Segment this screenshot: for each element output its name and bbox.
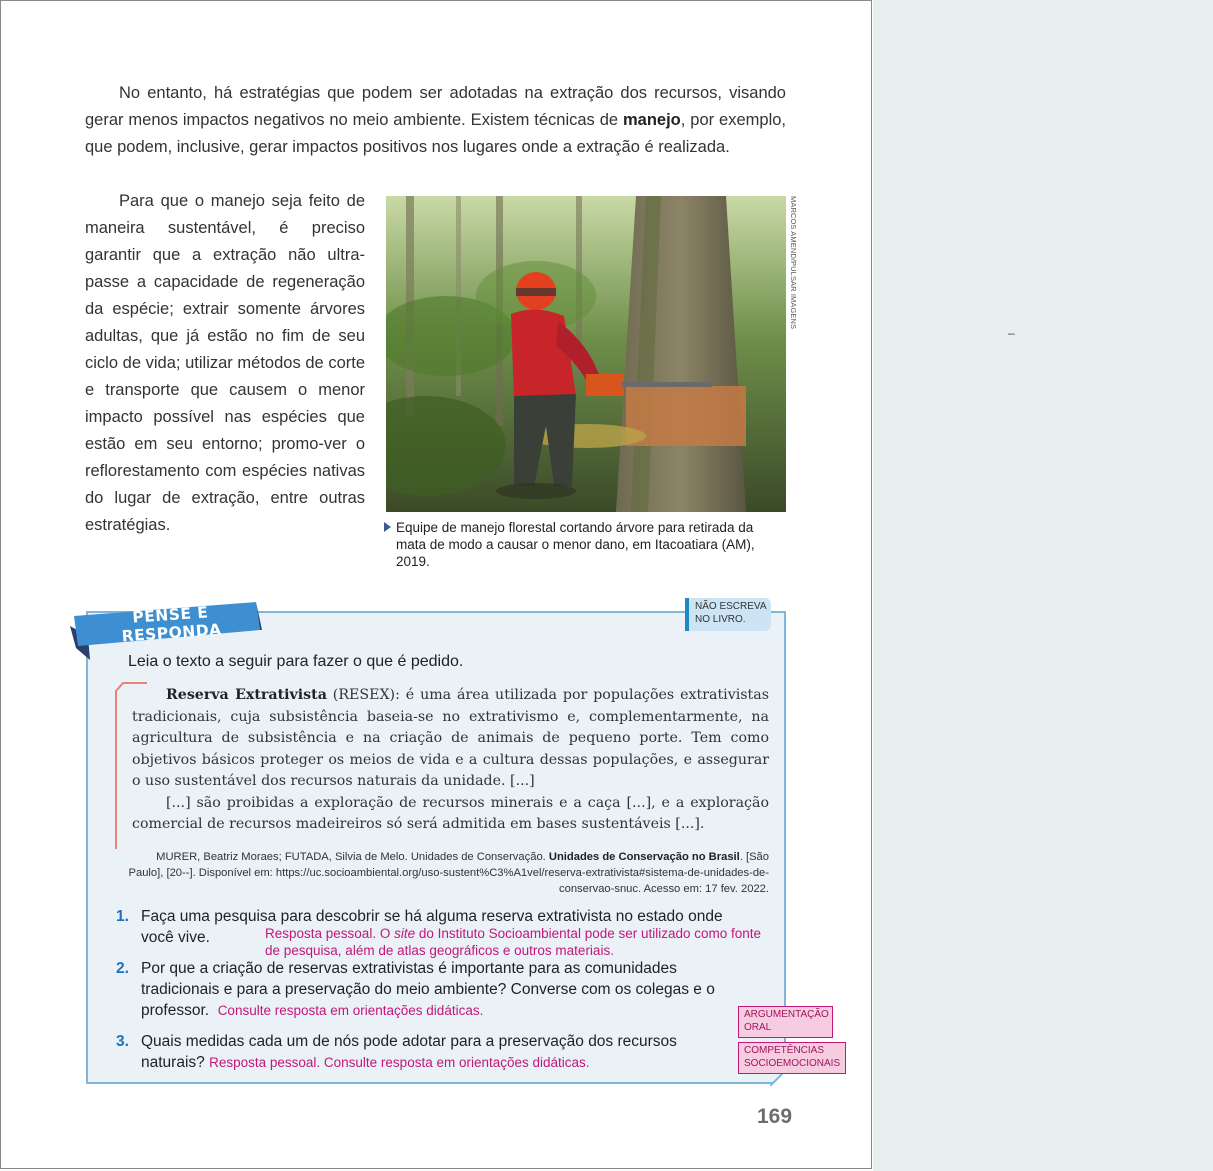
keyword-manejo: manejo [623,111,681,129]
forest-logging-photo [386,196,786,512]
question-1-text: Faça uma pesquisa para descobrir se há alguma reserva extrativista no estado onde você vive. [141,908,723,946]
tag-argumentacao-oral: ARGUMENTAÇÃO ORAL [738,1006,833,1038]
citation-quote [132,685,769,836]
caption-marker-icon [384,522,391,532]
photo-credit-text: MARCOS AMEND/PULSAR IMAGENS [789,196,798,330]
citation-reference [120,849,769,897]
quote-paragraph-2: [...] são proibidas a exploração de recursos minerais e a caça [...], e a exploração comercial de recursos madeireiros só será admitida em bases sustentáveis [...]. [132,794,769,832]
paragraph-1-text-b: , por exemplo, que podem, inclusive, gerar impactos positivos nos lugares onde a extração é realizada. [85,111,786,156]
question-3-body [141,1031,736,1073]
question-2-body [141,958,736,1021]
reference-authors: MURER, Beatriz Moraes; FUTADA, Silvia de Melo. Unidades de Conservação. [156,851,549,863]
paragraph-2: Para que o manejo seja feito de maneira sustentável, é preciso garantir que a extração não ultra-passe a capacidade de regeneração da espécie; extrair somente árvores adultas, que já estão no fim de seu ciclo de vida; utilizar métodos de corte e transporte que causem o menor impacto possível nas espécies que estão em seu entorno; promo-ver o reflorestamento com espécies nativas do lugar de extração, entre outras estratégias. [85,192,365,534]
question-1-number: 1. [116,908,129,925]
margin-panel [873,0,1213,1171]
photo-caption [384,519,774,570]
tag-competencias-socioemocionais: COMPETÊNCIAS SOCIOEMOCIONAIS [738,1042,846,1074]
answer-1-text-b: do Instituto Socioambiental pode ser utilizado como fonte de pesquisa, além de atlas geográficos e outros materiais. [265,926,762,958]
question-3-number: 3. [116,1033,129,1050]
quote-paragraph-1-text: (RESEX): é uma área utilizada por populações extrativistas tradicionais, cuja subsistência baseia-se no extrativismo e, complementarmente, na agricultura de subsistência e na criação de animais de pequeno porte. Tem como objetivos básicos proteger os meios de vida e a cultura dessas populações, e assegurar o uso sustentável dos recursos naturais da unidade. [...] [132,687,769,789]
reference-details: . [São Paulo], [20--]. Disponível em: https://uc.socioambiental.org/uso-sustent%C3%A1vel/reserva-extrativista#sistema-de-unidades-de-conservao-snuc. Acesso em: 17 fev. 2022. [128,851,769,895]
question-3 [116,1031,736,1073]
photo-credit [789,196,799,330]
page-number: 169 [757,1105,793,1128]
box-intro: Leia o texto a seguir para fazer o que é pedido. [128,653,464,670]
question-2-number: 2. [116,960,129,977]
question-3-answer: Resposta pessoal. Consulte resposta em orientações didáticas. [209,1055,590,1070]
no-write-badge: NÃO ESCREVA NO LIVRO. [685,598,771,631]
quote-paragraph-1 [132,685,769,793]
question-1-answer [265,925,765,959]
section-banner-title: PENSE E RESPONDA [121,603,223,646]
question-2-text: Por que a criação de reservas extrativistas é importante para as comunidades tradicionais e para a preservação do meio ambiente? Converse com os colegas e o professor. [141,960,715,1019]
question-2 [116,958,736,1021]
margin-mark: – [1008,326,1015,340]
quote-term: Reserva Extrativista [166,687,327,703]
reference-title: Unidades de Conservação no Brasil [548,851,740,863]
caption-text: Equipe de manejo florestal cortando árvore para retirada da mata de modo a causar o menor dano, em Itacoatiara (AM), 2019. [396,520,755,569]
answer-1-italic: site [394,926,416,941]
paragraph-1-text-a: No entanto, há estratégias que podem ser adotadas na extração dos recursos, visando gerar menos impactos negativos no meio ambiente. Existem técnicas de [85,84,786,129]
question-3-text: Quais medidas cada um de nós pode adotar para a preservação dos recursos naturais? [141,1033,677,1071]
question-2-answer: Consulte resposta em orientações didáticas. [217,1003,484,1018]
answer-1-text-a: Resposta pessoal. O [265,926,395,941]
paragraph-1 [85,80,786,161]
